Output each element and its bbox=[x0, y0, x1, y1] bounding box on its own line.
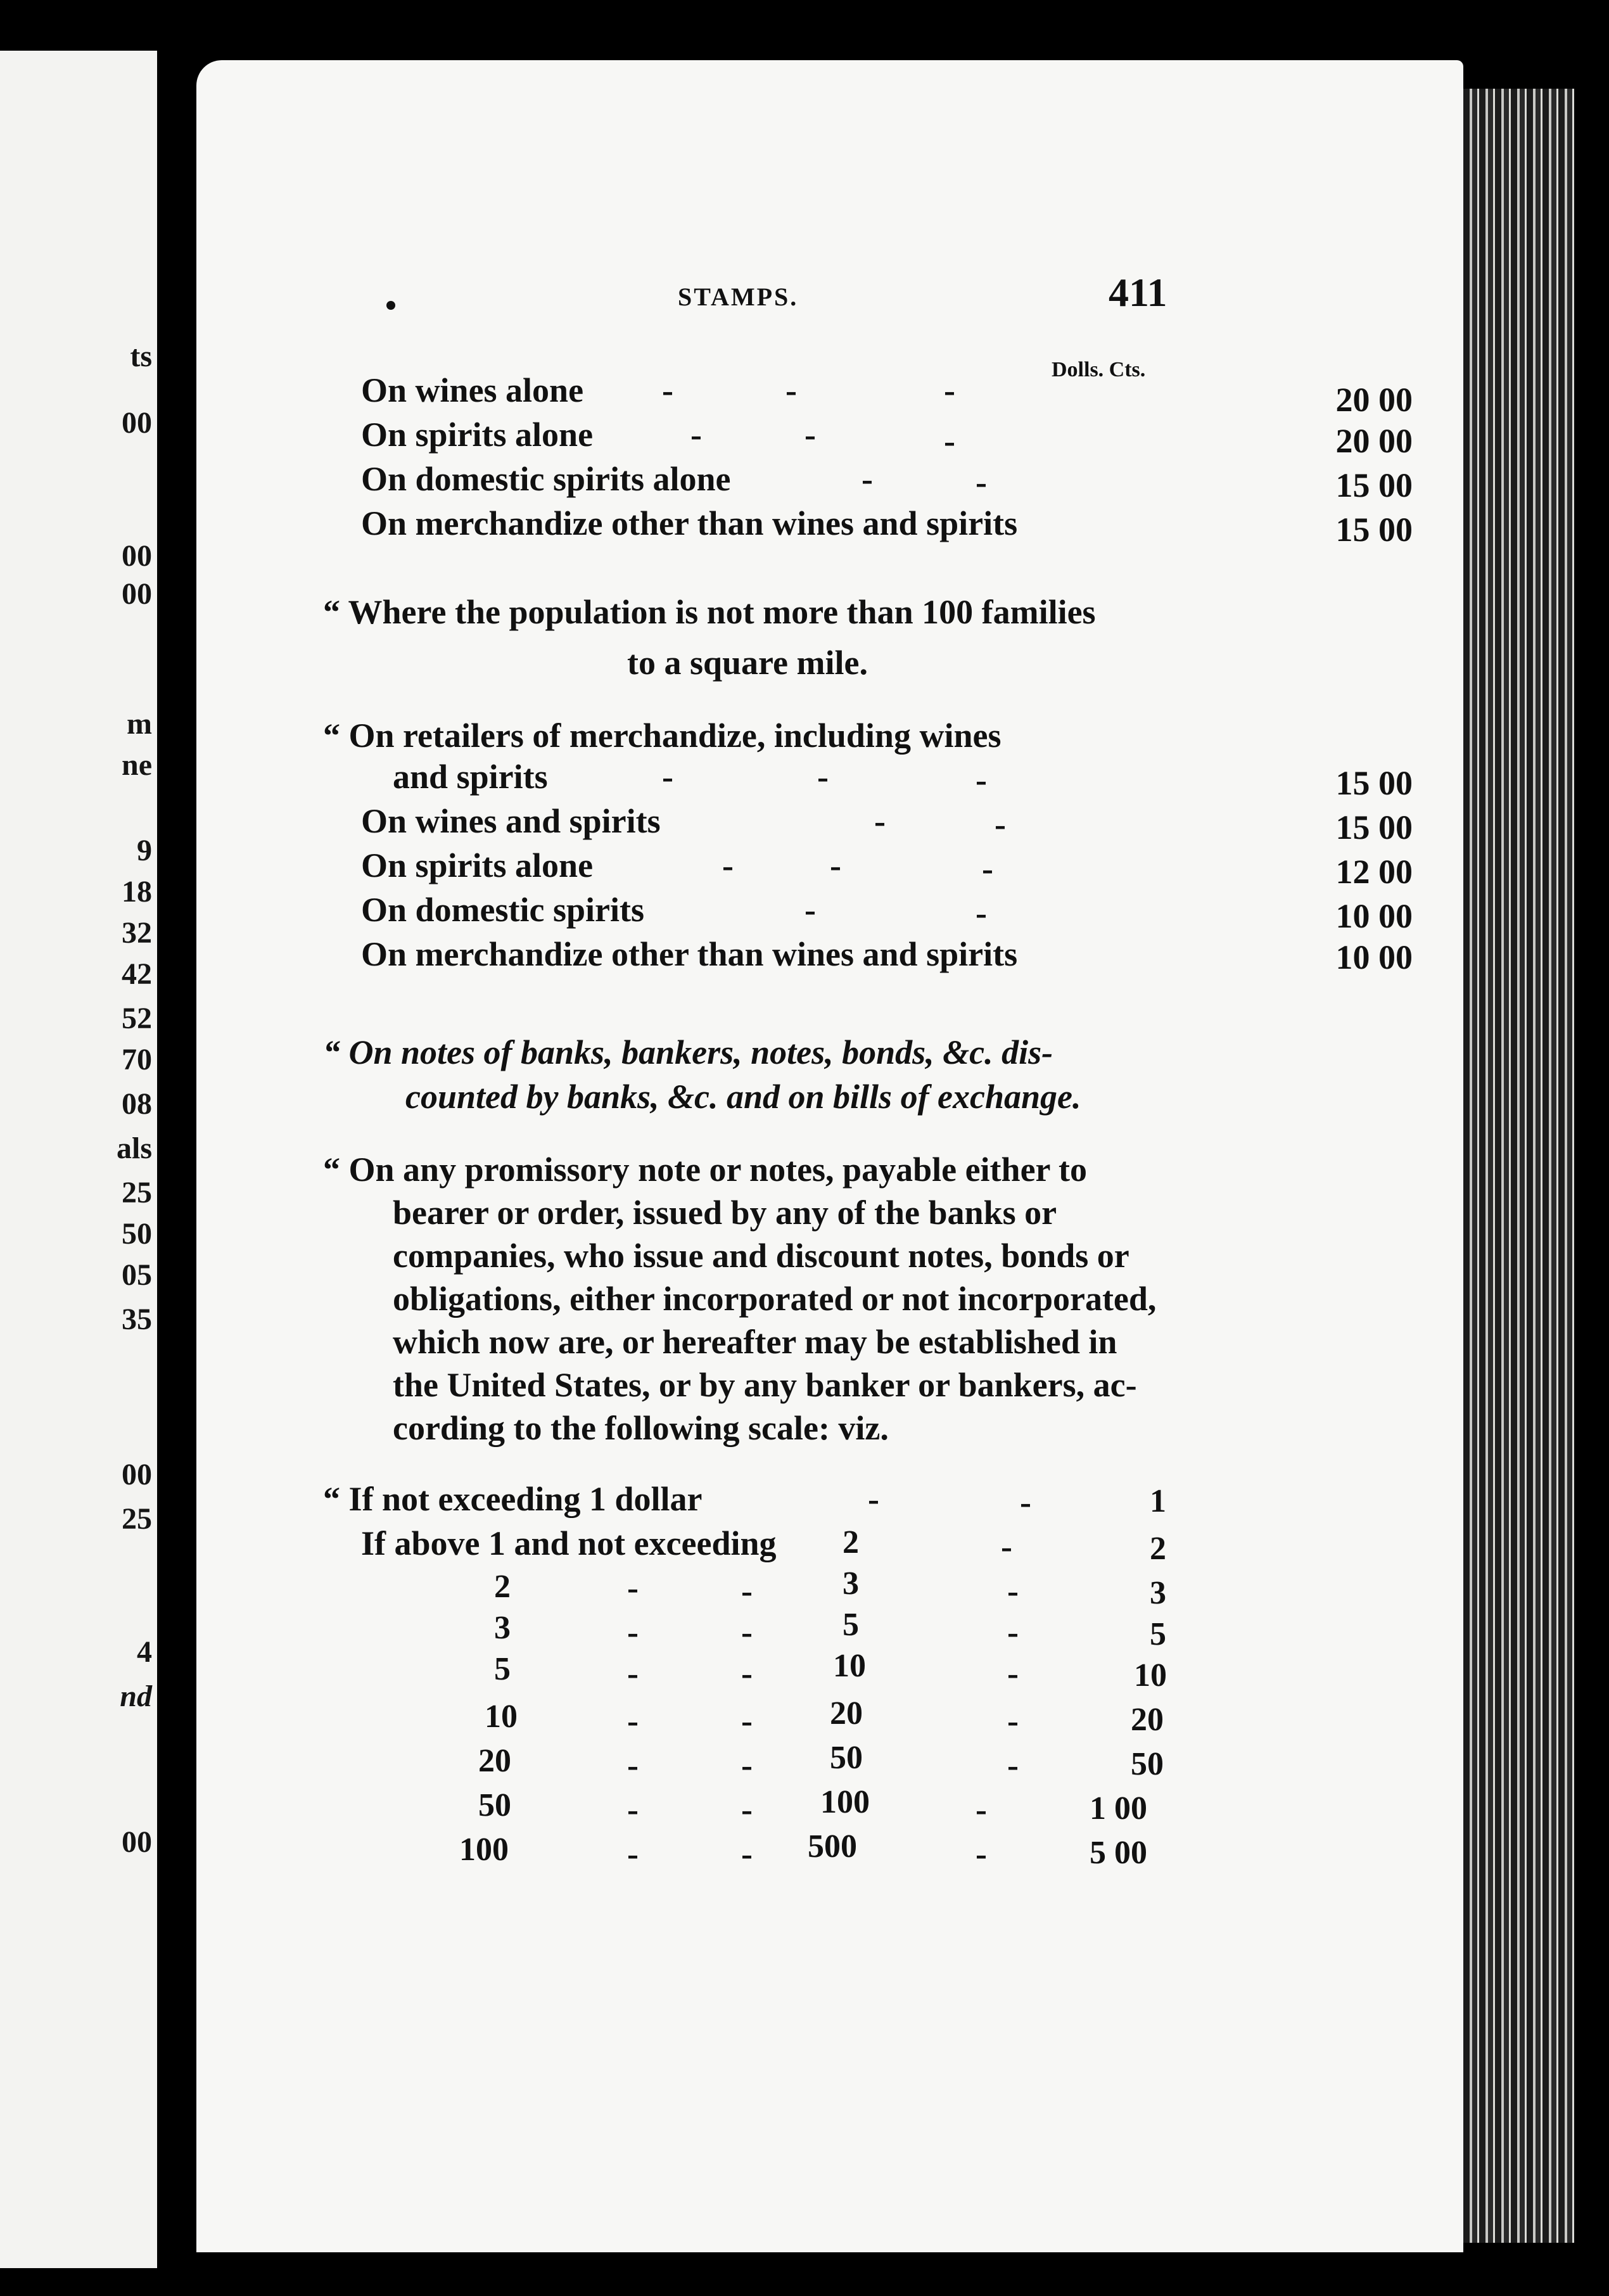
left-fragment: 9 bbox=[137, 834, 152, 867]
scale-to: 50 bbox=[830, 1740, 863, 1776]
left-fragment: 4 bbox=[137, 1635, 152, 1669]
scale-from: 3 bbox=[494, 1610, 511, 1646]
scale-amount: 2 bbox=[1150, 1531, 1166, 1567]
dash: - bbox=[976, 894, 987, 932]
dash: - bbox=[627, 1702, 639, 1740]
scale-to: 3 bbox=[843, 1566, 859, 1602]
dash: - bbox=[817, 758, 829, 796]
left-fragment: 05 bbox=[122, 1258, 152, 1292]
dash: - bbox=[785, 371, 797, 409]
dash: - bbox=[1007, 1572, 1019, 1610]
dash: - bbox=[976, 1835, 987, 1873]
left-fragment: nd bbox=[120, 1680, 152, 1713]
rate-label: On wines and spirits bbox=[361, 802, 661, 840]
paragraph-line: the United States, or by any banker or bankers, ac- bbox=[393, 1366, 1137, 1404]
scale-to: 20 bbox=[830, 1695, 863, 1732]
dash: - bbox=[741, 1613, 753, 1651]
dash: - bbox=[982, 850, 993, 888]
rate-label: and spirits bbox=[393, 758, 548, 796]
column-heads: Dolls. Cts. bbox=[1052, 358, 1146, 381]
dash: - bbox=[874, 802, 886, 840]
left-fragment: 00 bbox=[122, 1825, 152, 1859]
scale-to: 500 bbox=[808, 1828, 857, 1865]
scale-amount: 3 bbox=[1150, 1575, 1166, 1611]
rate-amount: 15 00 bbox=[1335, 808, 1413, 846]
scale-amount: 1 bbox=[1150, 1483, 1166, 1519]
rate-label: “ On retailers of merchandize, including wines bbox=[323, 717, 1002, 755]
scale-from: 50 bbox=[478, 1787, 511, 1823]
dash: - bbox=[1007, 1746, 1019, 1784]
left-fragment: 08 bbox=[122, 1087, 152, 1121]
rate-amount: 15 00 bbox=[1335, 511, 1413, 549]
left-fragment: ts bbox=[130, 340, 152, 373]
rate-label: On wines alone bbox=[361, 371, 584, 409]
section-heading: to a square mile. bbox=[627, 644, 868, 682]
scale-from: 100 bbox=[459, 1832, 509, 1868]
dash: - bbox=[976, 1790, 987, 1828]
dash: - bbox=[627, 1835, 639, 1873]
left-fragment: 25 bbox=[122, 1502, 152, 1536]
rate-label: On spirits alone bbox=[361, 416, 594, 454]
scale-label: “ If not exceeding 1 dollar bbox=[323, 1480, 703, 1518]
dash: - bbox=[741, 1572, 753, 1610]
dash: - bbox=[627, 1569, 639, 1607]
dash: - bbox=[830, 846, 841, 884]
dash: - bbox=[741, 1835, 753, 1873]
dash: - bbox=[868, 1480, 879, 1518]
dash: - bbox=[722, 846, 734, 884]
dash: - bbox=[944, 371, 955, 409]
dash: - bbox=[862, 460, 873, 498]
running-head: STAMPS. bbox=[678, 283, 799, 311]
paragraph-line: cording to the following scale: viz. bbox=[393, 1409, 889, 1447]
dash: - bbox=[1007, 1654, 1019, 1692]
dash: - bbox=[976, 761, 987, 799]
dash: - bbox=[1001, 1527, 1012, 1566]
rate-amount: 10 00 bbox=[1335, 938, 1413, 976]
paragraph-line: “ On any promissory note or notes, payable either to bbox=[323, 1151, 1088, 1189]
dash: - bbox=[741, 1746, 753, 1784]
left-fragment: 35 bbox=[122, 1303, 152, 1336]
scale-to: 10 bbox=[833, 1648, 866, 1684]
dash: - bbox=[944, 422, 955, 460]
section-heading: “ On notes of banks, bankers, notes, bonds, &c. dis- bbox=[323, 1033, 1053, 1071]
left-fragment: 25 bbox=[122, 1176, 152, 1209]
rate-label: On domestic spirits bbox=[361, 891, 645, 929]
dash: - bbox=[662, 758, 673, 796]
scale-amount: 5 bbox=[1150, 1616, 1166, 1652]
left-fragment: 52 bbox=[122, 1002, 152, 1035]
paragraph-line: which now are, or hereafter may be established in bbox=[393, 1323, 1117, 1361]
rate-label: On domestic spirits alone bbox=[361, 460, 731, 498]
rate-amount: 12 00 bbox=[1335, 853, 1413, 891]
paragraph-line: bearer or order, issued by any of the banks or bbox=[393, 1194, 1057, 1232]
scale-to: 100 bbox=[820, 1784, 870, 1820]
scale-from: 10 bbox=[485, 1699, 518, 1735]
dash: - bbox=[627, 1654, 639, 1692]
page-header bbox=[196, 269, 1463, 326]
dash: - bbox=[995, 805, 1006, 843]
left-fragment: 00 bbox=[122, 406, 152, 440]
scale-label: If above 1 and not exceeding bbox=[361, 1524, 777, 1562]
left-fragment: ne bbox=[122, 748, 152, 782]
dash: - bbox=[662, 371, 673, 409]
scale-from: 5 bbox=[494, 1651, 511, 1687]
dash: - bbox=[741, 1702, 753, 1740]
dash: - bbox=[741, 1654, 753, 1692]
dash: - bbox=[1007, 1702, 1019, 1740]
scale-amount: 20 bbox=[1131, 1702, 1164, 1738]
rate-amount: 10 00 bbox=[1335, 897, 1413, 935]
paragraph-line: companies, who issue and discount notes, bonds or bbox=[393, 1237, 1129, 1275]
rate-amount: 15 00 bbox=[1335, 764, 1413, 802]
scale-to: 5 bbox=[843, 1607, 859, 1643]
dash: - bbox=[690, 416, 702, 454]
left-fragment: als bbox=[116, 1132, 152, 1165]
page-edges bbox=[1447, 89, 1574, 2243]
scale-from: 2 bbox=[494, 1569, 511, 1605]
left-fragment: 00 bbox=[122, 539, 152, 573]
left-fragment: 70 bbox=[122, 1043, 152, 1076]
dash: - bbox=[627, 1746, 639, 1784]
scale-amount: 50 bbox=[1131, 1746, 1164, 1782]
rate-amount: 20 00 bbox=[1335, 422, 1413, 460]
scale-amount: 10 bbox=[1134, 1657, 1167, 1693]
rate-amount: 15 00 bbox=[1335, 466, 1413, 504]
rate-label: On merchandize other than wines and spirits bbox=[361, 504, 1018, 542]
paragraph-line: obligations, either incorporated or not incorporated, bbox=[393, 1280, 1157, 1318]
dash: - bbox=[804, 891, 816, 929]
dash: - bbox=[976, 463, 987, 501]
left-fragment: 42 bbox=[122, 957, 152, 991]
dash: - bbox=[804, 416, 816, 454]
dash: - bbox=[627, 1613, 639, 1651]
rate-label: On spirits alone bbox=[361, 846, 594, 884]
book-page bbox=[196, 60, 1463, 2252]
dash: - bbox=[741, 1790, 753, 1828]
rate-label: On merchandize other than wines and spirits bbox=[361, 935, 1018, 973]
scale-amount: 5 00 bbox=[1090, 1835, 1147, 1871]
section-heading: counted by banks, &c. and on bills of exchange. bbox=[405, 1078, 1081, 1116]
bullet-mark bbox=[386, 301, 395, 310]
left-fragment: 32 bbox=[122, 916, 152, 950]
scale-amount: 1 00 bbox=[1090, 1790, 1147, 1827]
left-fragment: 00 bbox=[122, 1458, 152, 1491]
scale-to: 2 bbox=[843, 1524, 859, 1560]
rate-amount: 20 00 bbox=[1335, 381, 1413, 419]
left-fragment: 50 bbox=[122, 1217, 152, 1251]
left-fragment: 18 bbox=[122, 875, 152, 909]
section-heading: “ Where the population is not more than 100 families bbox=[323, 593, 1096, 631]
dash: - bbox=[1020, 1483, 1031, 1521]
left-fragment: m bbox=[127, 707, 152, 741]
page-number: 411 bbox=[1109, 270, 1167, 315]
scale-from: 20 bbox=[478, 1743, 511, 1779]
left-facing-page bbox=[0, 51, 157, 2268]
dash: - bbox=[1007, 1613, 1019, 1651]
dash: - bbox=[627, 1790, 639, 1828]
left-fragment: 00 bbox=[122, 577, 152, 611]
